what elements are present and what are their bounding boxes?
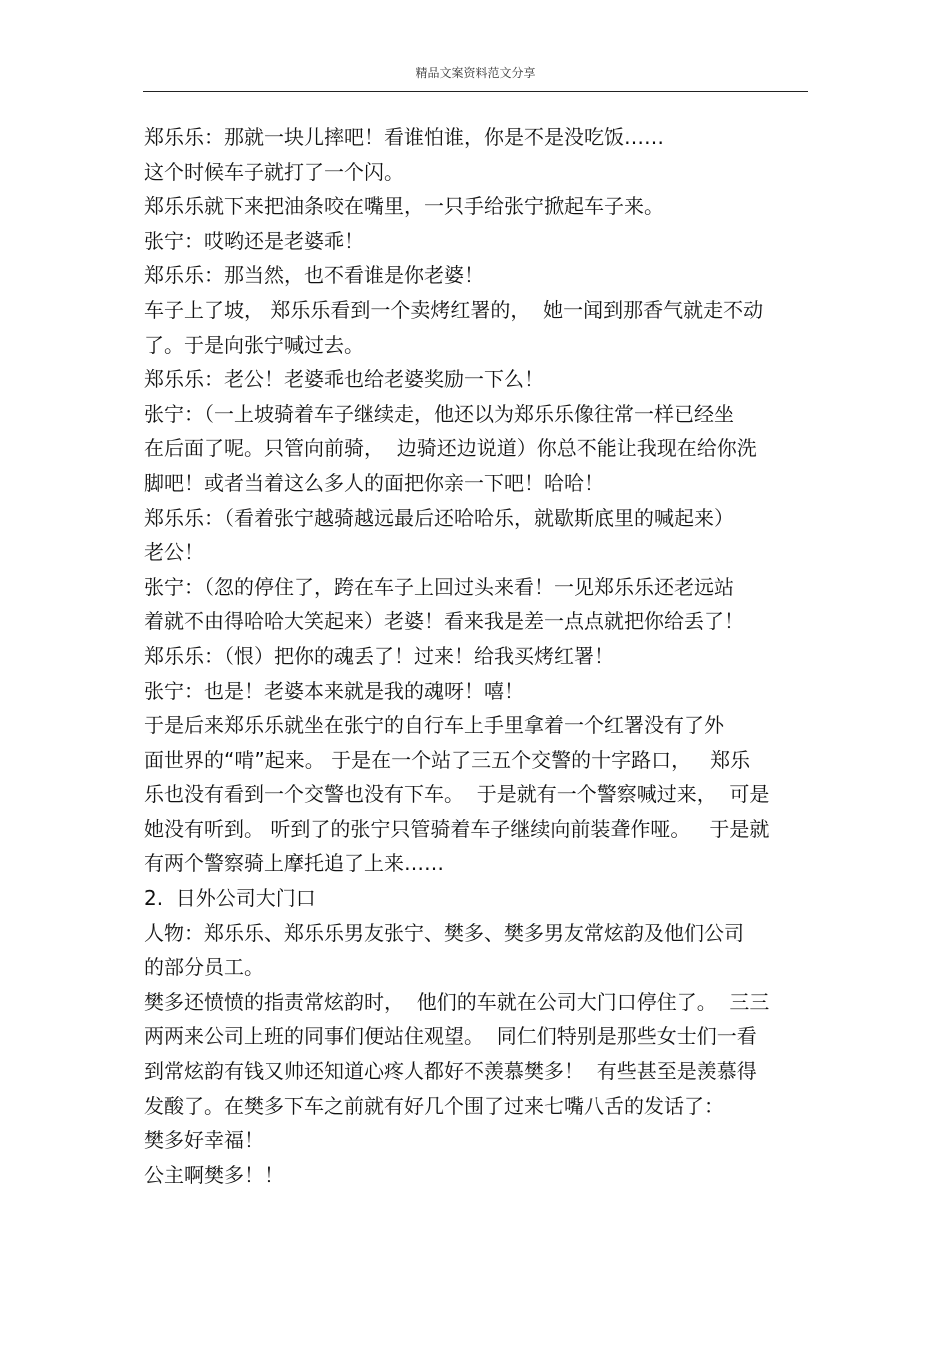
header-divider: [143, 91, 808, 92]
text-line: 于是后来郑乐乐就坐在张宁的自行车上手里拿着一个红署没有了外: [144, 713, 724, 738]
document-body: [144, 120, 809, 1192]
text-line: 郑乐乐：那当然，也不看谁是你老婆！: [144, 263, 484, 288]
text-line: 郑乐乐就下来把油条咬在嘴里，一只手给张宁掀起车子来。: [144, 194, 664, 219]
text-line: 郑乐乐：（恨）把你的魂丢了！过来！给我买烤红署！: [144, 643, 614, 668]
text-line: 郑乐乐：老公！老婆乖也给老婆奖励一下么！: [144, 367, 544, 392]
text-line: 张宁：哎哟还是老婆乖！: [144, 228, 364, 253]
text-line: 两两来公司上班的同事们便站住观望。 同仁们特别是那些女士们一看: [144, 1024, 757, 1049]
text-line: 郑乐乐：那就一块儿摔吧！看谁怕谁，你是不是没吃饭……: [144, 125, 664, 149]
text-line: 张宁：（忽的停住了，跨在车子上回过头来看！一见郑乐乐还老远站: [144, 574, 734, 599]
text-line: 了。于是向张宁喊过去。: [144, 332, 364, 357]
text-line: 脚吧！或者当着这么多人的面把你亲一下吧！哈哈！: [144, 470, 604, 495]
text-line: 老公！: [144, 540, 204, 565]
text-line: 人物：郑乐乐、郑乐乐男友张宁、樊多、樊多男友常炫韵及他们公司: [144, 920, 744, 945]
text-line: 樊多好幸福！: [144, 1128, 264, 1153]
section-heading: 2. 日外公司大门口: [144, 886, 316, 911]
text-line: 这个时候车子就打了一个闪。: [144, 159, 404, 184]
text-line: 公主啊樊多！！: [144, 1162, 284, 1187]
text-line: 到常炫韵有钱又帅还知道心疼人都好不羡慕樊多！ 有些甚至是羡慕得: [144, 1059, 757, 1084]
text-line: 郑乐乐：（看着张宁越骑越远最后还哈哈乐，就歇斯底里的喊起来）: [144, 505, 734, 530]
text-line: 车子上了坡， 郑乐乐看到一个卖烤红署的， 她一闻到那香气就走不动: [144, 297, 764, 322]
text-line: 乐也没有看到一个交警也没有下车。 于是就有一个警察喊过来， 可是: [144, 782, 770, 807]
page-header: 精品文案资料范文分享: [415, 66, 536, 80]
text-line: 她没有听到。 听到了的张宁只管骑着车子继续向前装聋作哑。 于是就: [144, 816, 770, 841]
text-line: 发酸了。在樊多下车之前就有好几个围了过来七嘴八舌的发话了：: [144, 1093, 724, 1118]
text-line: 张宁：也是！老婆本来就是我的魂呀！嘻！: [144, 678, 524, 703]
text-line: 面世界的“啃”起来。 于是在一个站了三五个交警的十字路口， 郑乐: [144, 747, 751, 772]
text-line: 樊多还愤愤的指责常炫韵时， 他们的车就在公司大门口停住了。 三三: [144, 989, 770, 1014]
text-line: 着就不由得哈哈大笑起来）老婆！看来我是差一点点就把你给丢了！: [144, 609, 744, 634]
text-line: 的部分员工。: [144, 955, 264, 980]
text-line: 有两个警察骑上摩托追了上来……: [144, 851, 444, 876]
text-line: 在后面了呢。只管向前骑， 边骑还边说道）你总不能让我现在给你洗: [144, 436, 757, 461]
text-line: 张宁：（一上坡骑着车子继续走，他还以为郑乐乐像往常一样已经坐: [144, 401, 734, 426]
